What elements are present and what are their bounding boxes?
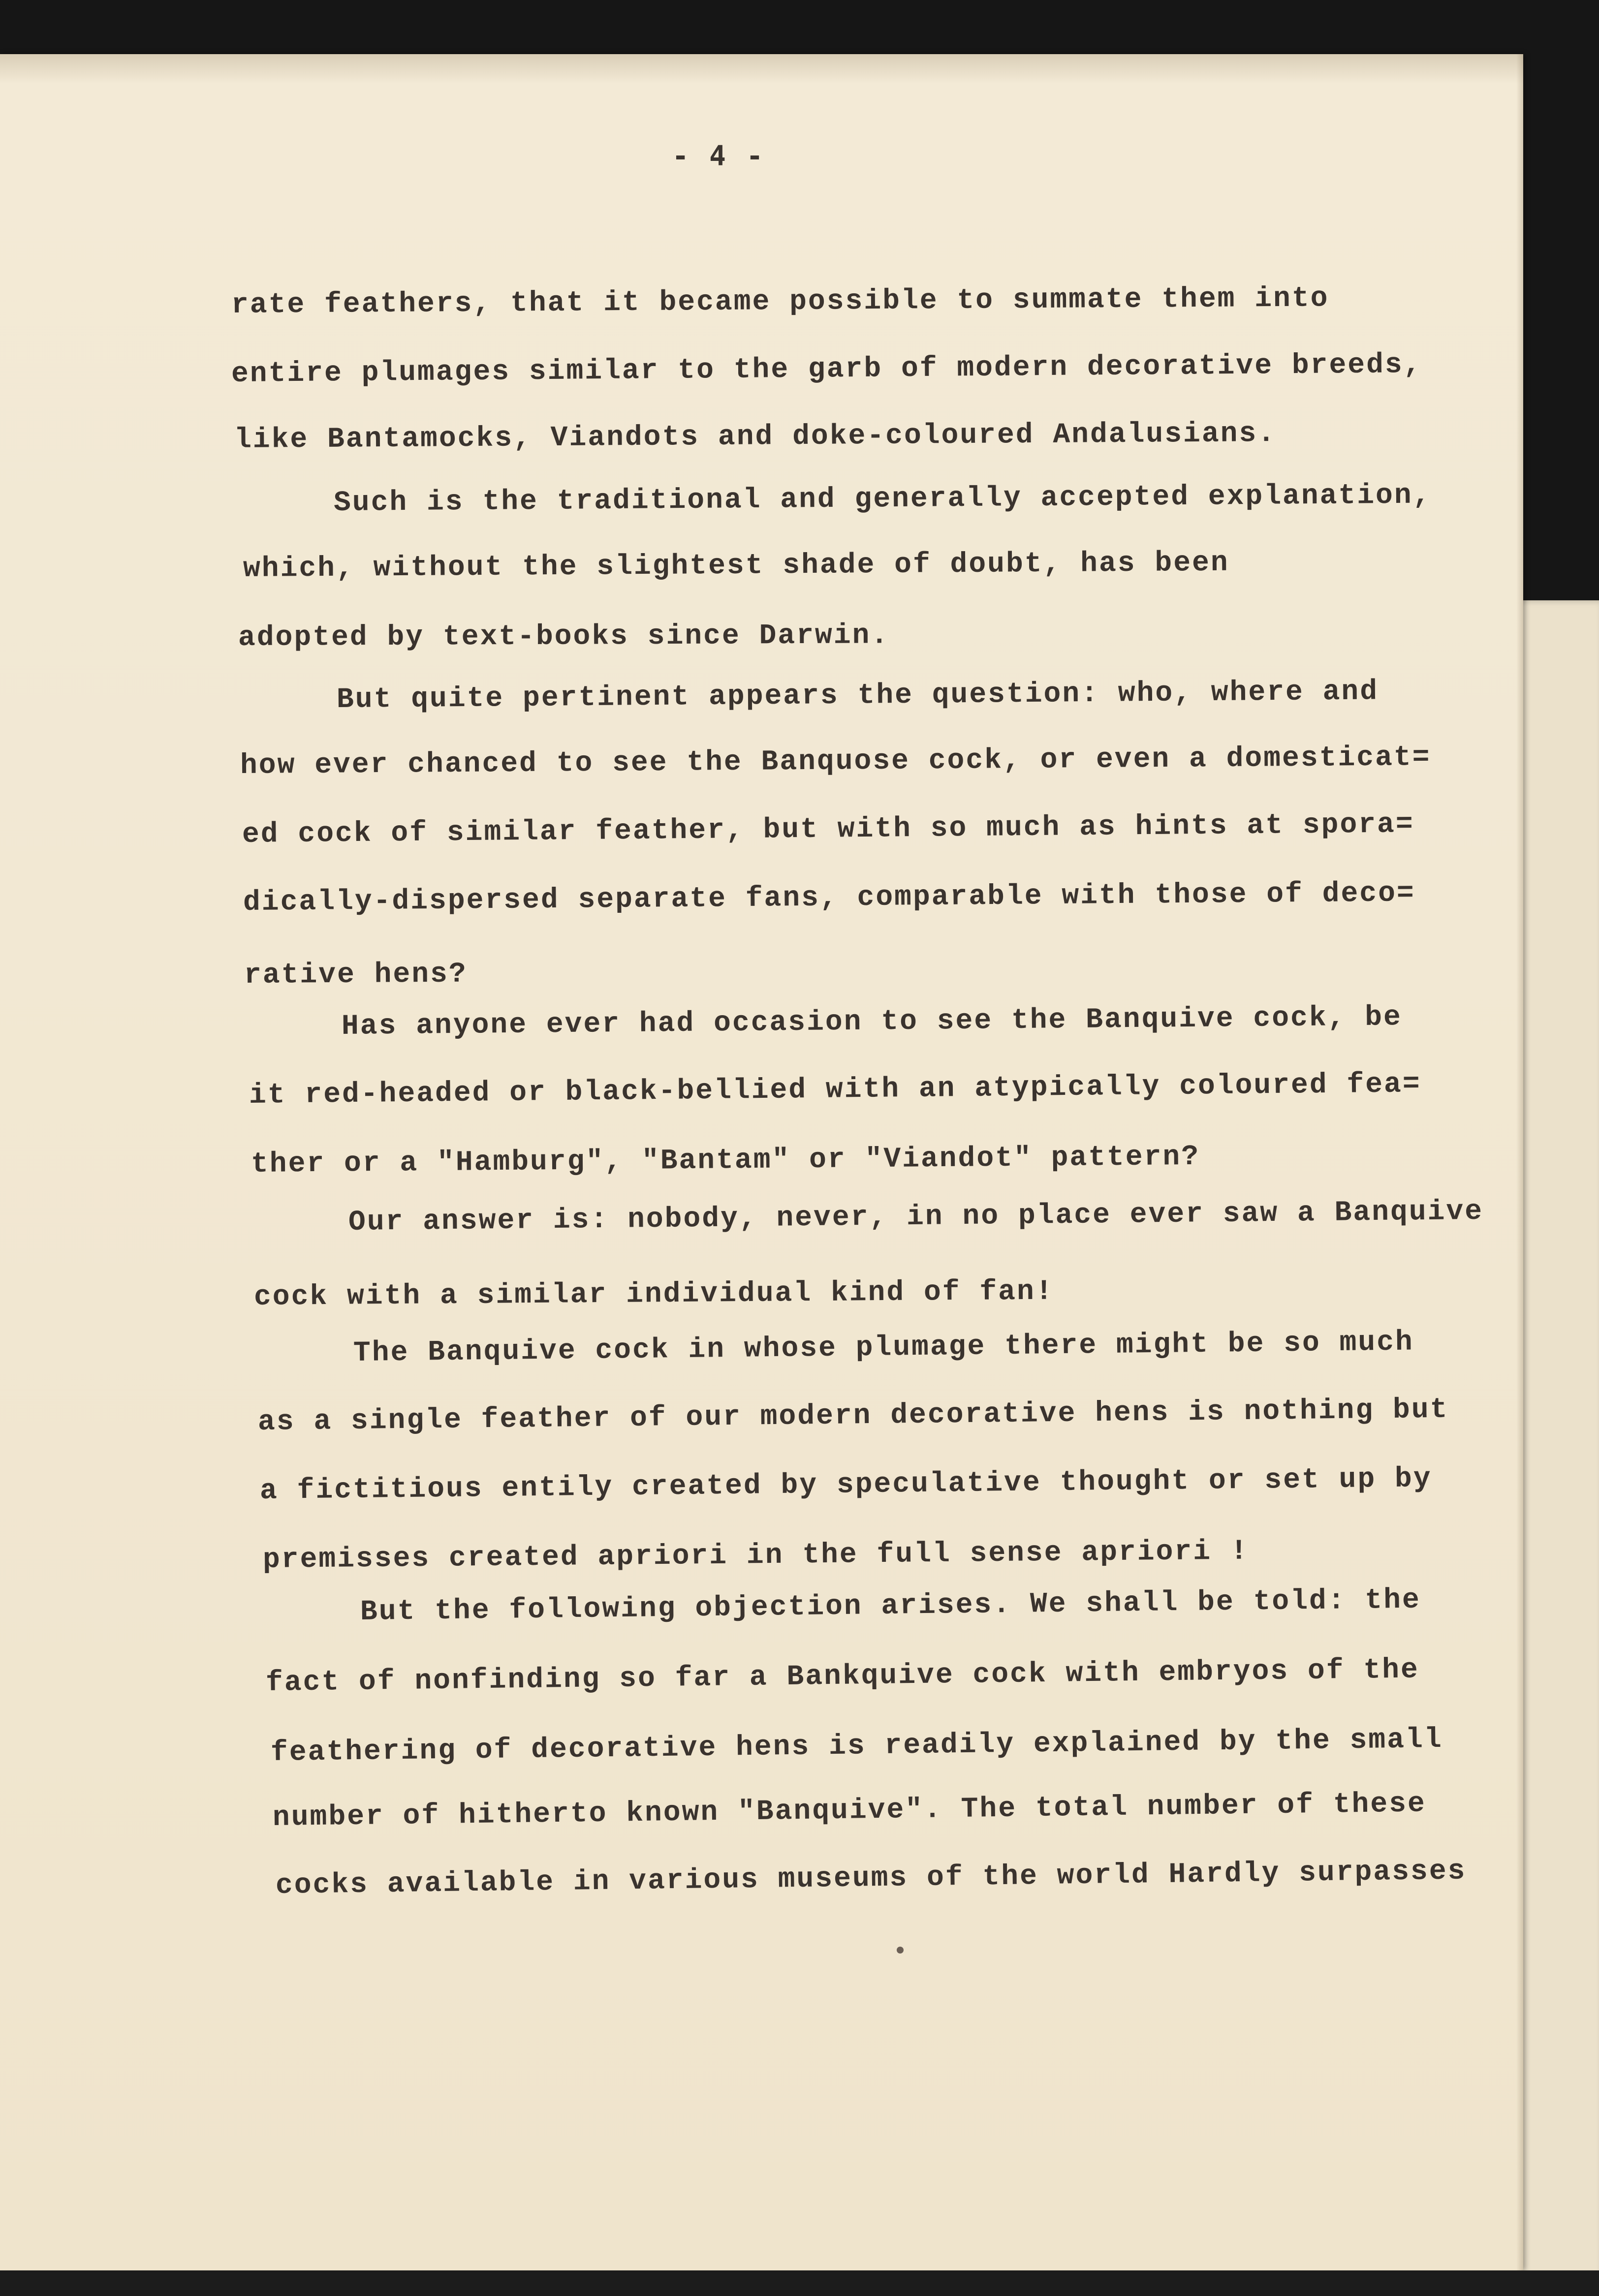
text-line-11: rative hens? [244,958,468,992]
page-number: - 4 - [672,140,765,172]
text-line-21: But the following objection arises. We shall be told: the [360,1584,1421,1628]
text-line-2: entire plumages similar to the garb of modern decorative breeds, [231,348,1422,390]
text-line-25: cocks available in various museums of the world Hardly surpasses [275,1855,1467,1902]
text-line-1: rate feathers, that it became possible to summate them into [231,282,1329,321]
text-line-12: Has anyone ever had occasion to see the Banquive cock, be [341,1001,1403,1043]
text-line-6: adopted by text-books since Darwin. [238,620,890,654]
text-line-23: feathering of decorative hens is readily explained by the small [270,1723,1443,1769]
text-line-4: Such is the traditional and generally accepted explanation, [333,479,1432,519]
text-line-8: how ever chanced to see the Banquose cock, or even a domesticat= [240,742,1431,782]
text-line-10: dically-dispersed separate fans, comparable with those of deco= [243,877,1415,919]
text-line-3: like Bantamocks, Viandots and doke-coloured Andalusians. [234,418,1277,456]
text-line-24: number of hitherto known "Banquive". The total number of these [272,1788,1427,1834]
text-line-13: it red-headed or black-bellied with an atypically coloured fea= [249,1068,1421,1112]
text-line-14: ther or a "Hamburg", "Bantam" or "Viandot" pattern? [251,1141,1200,1180]
ink-speck [897,1947,904,1954]
text-line-18: as a single feather of our modern decorative hens is nothing but [257,1394,1449,1438]
text-line-20: premisses created apriori in the full sense apriori ! [262,1535,1249,1576]
text-line-16: cock with a similar individual kind of fan! [253,1275,1054,1313]
text-line-15: Our answer is: nobody, never, in no place ever saw a Banquive [348,1195,1484,1239]
scanner-bed-edge [0,2270,1599,2296]
text-line-19: a fictitious entily created by speculative thought or set up by [259,1463,1432,1507]
text-line-5: which, without the slightest shade of doubt, has been [243,547,1229,585]
text-line-17: The Banquive cock in whose plumage there might be so much [353,1326,1414,1369]
text-line-7: But quite pertinent appears the question: who, where and [336,676,1379,716]
text-line-22: fact of nonfinding so far a Bankquive cock with embryos of the [265,1654,1420,1699]
page-top-shadow [0,54,1523,84]
page-edge [1516,54,1523,2270]
text-line-9: ed cock of similar feather, but with so much as hints at spora= [242,808,1414,851]
